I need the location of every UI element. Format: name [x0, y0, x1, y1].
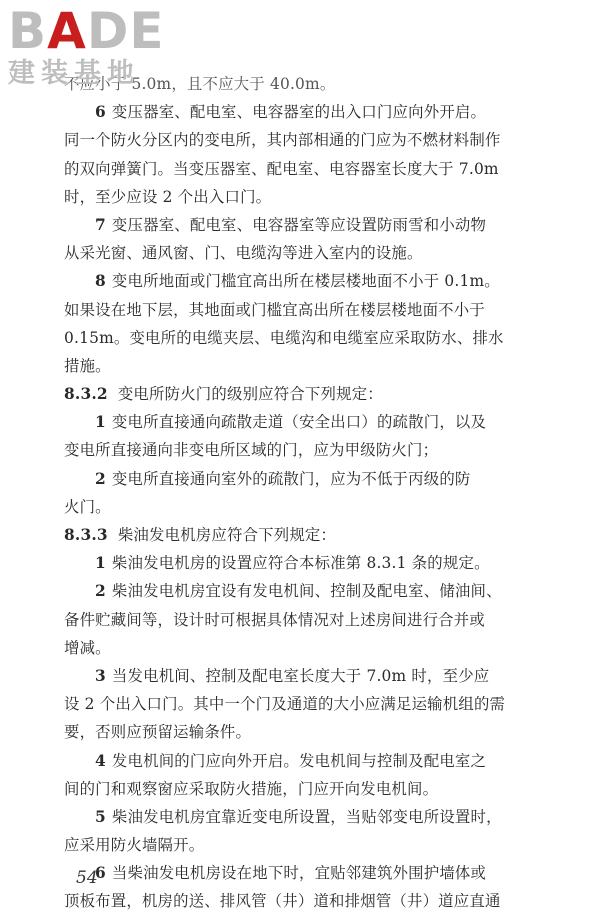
text-line	[64, 887, 544, 915]
text-line	[64, 126, 544, 154]
line-text: 间的门和观察窗应采取防火措施，门应开向发电机间。	[64, 779, 439, 798]
section-heading-line	[64, 521, 544, 549]
text-line	[64, 239, 544, 267]
clause-start-line	[64, 577, 544, 605]
clause-start-line	[64, 465, 544, 493]
clause-number: 7	[95, 215, 106, 234]
line-text: 变电所防火门的级别应符合下列规定：	[117, 385, 383, 404]
section-number: 8.3.2	[64, 385, 108, 404]
line-text: 要，否则应预留运输条件。	[64, 723, 252, 742]
section-heading-line	[64, 380, 544, 408]
clause-number: 3	[95, 666, 106, 685]
clause-start-line	[64, 747, 544, 775]
line-text: 柴油发电机房宜设有发电机间、控制及配电室、储油间、	[111, 582, 502, 601]
clause-start-line	[64, 211, 544, 239]
text-line	[64, 634, 544, 662]
bade-logo	[8, 2, 178, 92]
clause-start-line	[64, 267, 544, 295]
section-number: 8.3.3	[64, 526, 108, 544]
clause-start-line	[64, 549, 544, 577]
text-line	[64, 183, 544, 211]
line-text: 柴油发电机房宜靠近变电所设置，当贴邻变电所设置时，	[111, 807, 502, 826]
line-text: 变电所地面或门槛宜高出所在楼层楼地面不小于 0.1m。	[111, 272, 500, 291]
text-line	[64, 324, 544, 352]
clause-number: 2	[95, 469, 106, 488]
line-text: 当发电机间、控制及配电室长度大于 7.0m 时，至少应	[111, 666, 490, 685]
line-text: 应采用防火墙隔开。	[64, 836, 205, 855]
clause-number: 2	[95, 582, 106, 601]
clause-number: 6	[95, 864, 106, 883]
clause-start-line	[64, 408, 544, 436]
line-text: 柴油发电机房的设置应符合本标准第 8.3.1 条的规定。	[111, 554, 490, 573]
text-line	[64, 831, 544, 859]
line-text: 0.15m。变电所的电缆夹层、电缆沟和电缆室应采取防水、排水	[64, 328, 504, 347]
text-line	[64, 493, 544, 521]
line-text: 顶板布置，机房的送、排风管（井）道和排烟管（井）道应直通	[64, 892, 501, 911]
line-text: 不应小于 5.0m，且不应大于 40.0m。	[64, 75, 336, 93]
clause-number: 1	[95, 554, 106, 573]
clause-start-line	[64, 803, 544, 831]
line-text: 当柴油发电机房设在地下时，宜贴邻建筑外围护墙体或	[111, 864, 487, 883]
clause-number: 6	[95, 103, 106, 122]
logo-wordmark: BADE	[8, 2, 165, 60]
text-line	[64, 155, 544, 183]
line-text: 变压器室、配电室、电容器室等应设置防雨雪和小动物	[111, 215, 487, 234]
clause-start-line	[64, 98, 544, 126]
line-text: 同一个防火分区内的变电所，其内部相通的门应为不燃材料制作	[64, 131, 501, 150]
text-line	[64, 775, 544, 803]
line-text: 柴油发电机房应符合下列规定：	[117, 526, 337, 544]
line-text: 如果设在地下层，其地面或门槛宜高出所在楼层楼地面不小于	[64, 300, 485, 319]
text-line	[64, 690, 544, 718]
text-line	[64, 606, 544, 634]
clause-number: 1	[95, 413, 106, 432]
line-text: 措施。	[64, 356, 111, 375]
clause-number: 5	[95, 807, 106, 826]
line-text: 变电所直接通向疏散走道（安全出口）的疏散门，以及	[111, 413, 487, 432]
document-body	[64, 70, 544, 916]
text-line	[64, 718, 544, 746]
clause-number: 8	[95, 272, 106, 291]
line-text: 的双向弹簧门。当变压器室、配电室、电容器室长度大于 7.0m	[64, 159, 499, 178]
logo-subtitle: 建装基地	[8, 58, 140, 89]
line-text: 备件贮藏间等，设计时可根据具体情况对上述房间进行合并或	[64, 610, 485, 629]
line-text: 变电所直接通向非变电所区域的门，应为甲级防火门；	[64, 441, 439, 460]
line-text: 火门。	[64, 497, 111, 516]
text-line	[64, 352, 544, 380]
text-line	[64, 296, 544, 324]
text-line	[64, 436, 544, 464]
clause-start-line	[64, 859, 544, 887]
line-text: 变压器室、配电室、电容器室的出入口门应向外开启。	[111, 103, 487, 122]
clause-number: 4	[95, 751, 106, 770]
line-text: 变电所直接通向室外的疏散门，应为不低于丙级的防	[111, 469, 471, 488]
line-text: 增减。	[64, 638, 111, 657]
line-text: 设 2 个出入口门。其中一个门及通道的大小应满足运输机组的需	[64, 695, 506, 714]
clause-start-line	[64, 662, 544, 690]
line-text: 从采光窗、通风窗、门、电缆沟等进入室内的设施。	[64, 244, 423, 263]
line-text: 发电机间的门应向外开启。发电机间与控制及配电室之	[111, 751, 487, 770]
page-number: 54	[76, 868, 98, 888]
line-text: 时，至少应设 2 个出入口门。	[64, 187, 272, 206]
